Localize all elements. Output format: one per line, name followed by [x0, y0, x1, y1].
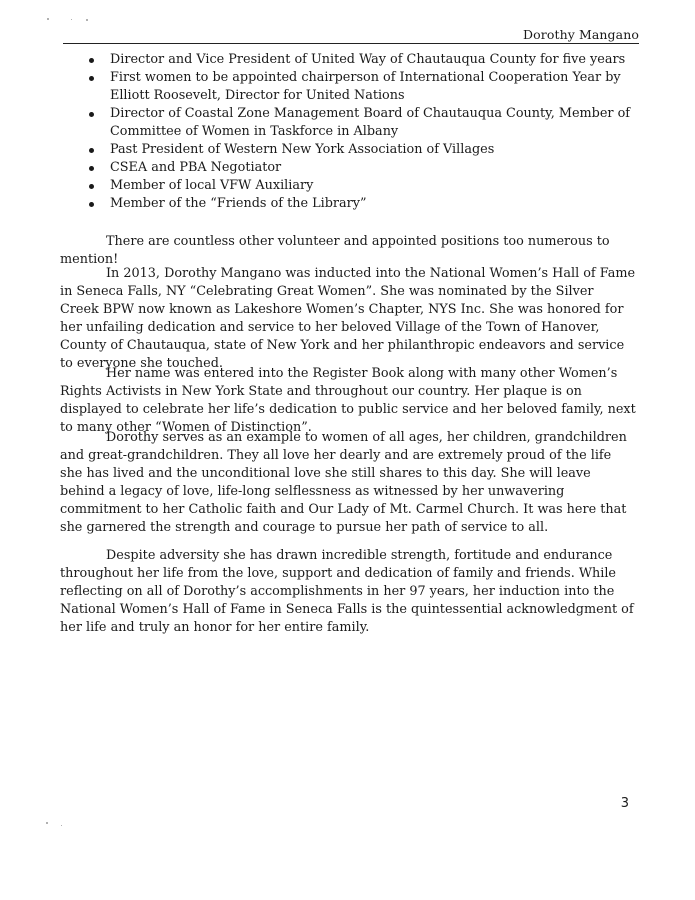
bullet-icon: [89, 112, 94, 117]
bullet-icon: [89, 58, 94, 63]
paragraph-example-to-women: Dorothy serves as an example to women of all ages, her children, grandchildren and great-grandchildren. They all love her dearly and are extremely proud of the life she has lived and the unconditional love she still shares to this day. She will leave behind a legacy of love, life-long selflessness as witnessed by her unwavering commitment to her Catholic faith and Our Lady of Mt. Carmel Church. It was here that she garnered the strength and courage to pursue her path of service to all.: [60, 430, 627, 535]
scan-speck: [61, 825, 62, 826]
scan-speck: [46, 822, 48, 824]
list-item-text: Member of local VFW Auxiliary: [110, 178, 314, 193]
header-rule: [63, 43, 639, 44]
bullet-icon: [89, 148, 94, 153]
paragraph-despite-adversity: Despite adversity she has drawn incredible strength, fortitude and endurance throughout her life from the love, support and dedication of family and friends. While reflecting on all of Dorothy’s accomplishments in her 97 years, her induction into the National Women’s Hall of Fame in Seneca Falls is the quintessential acknowledgment of her life and truly an honor for her entire family.: [60, 548, 634, 635]
list-item-text: CSEA and PBA Negotiator: [110, 160, 282, 175]
bullet-icon: [89, 76, 94, 81]
header-author-name: Dorothy Mangano: [523, 27, 639, 42]
list-item: [60, 195, 640, 213]
list-item-text: Director and Vice President of United Way of Chautauqua County for five years: [110, 52, 626, 67]
list-item: [60, 105, 640, 141]
paragraph-register-book: Her name was entered into the Register Book along with many other Women’s Rights Activists in New York State and throughout our country. Her plaque is on displayed to celebrate her life’s dedication to public service and her beloved family, next to many other “Women of Distinction”.: [60, 366, 636, 435]
scan-speck: [47, 18, 49, 20]
list-item: [60, 159, 640, 177]
bullet-icon: [89, 184, 94, 189]
list-item-text: Director of Coastal Zone Management Board of Chautauqua County, Member of Committee of Women in Taskforce in Albany: [110, 106, 631, 139]
list-item-text: First women to be appointed chairperson of International Cooperation Year by Elliott Roosevelt, Director for United Nations: [110, 70, 621, 103]
list-item: [60, 51, 640, 69]
list-item: [60, 141, 640, 159]
paragraph-hall-of-fame-induction: In 2013, Dorothy Mangano was inducted into the National Women’s Hall of Fame in Seneca Falls, NY “Celebrating Great Women”. She was nominated by the Silver Creek BPW now known as Lakeshore Women’s Chapter, NYS Inc. She was honored for her unfailing dedication and service to her beloved Village of the Town of Hanover, County of Chautauqua, state of New York and her philanthropic endeavors and service to everyone she touched.: [60, 266, 636, 371]
bullet-icon: [89, 166, 94, 171]
bullet-icon: [89, 202, 94, 207]
list-item-text: Member of the “Friends of the Library”: [110, 196, 367, 211]
paragraph-countless-positions: There are countless other volunteer and appointed positions too numerous to mention!: [60, 234, 610, 267]
scan-speck: [71, 19, 72, 20]
accomplishments-list: [60, 51, 640, 213]
scan-speck: [86, 19, 88, 21]
list-item: [60, 177, 640, 195]
list-item-text: Past President of Western New York Association of Villages: [110, 142, 495, 157]
list-item: [60, 69, 640, 105]
page-number: 3: [620, 796, 629, 811]
